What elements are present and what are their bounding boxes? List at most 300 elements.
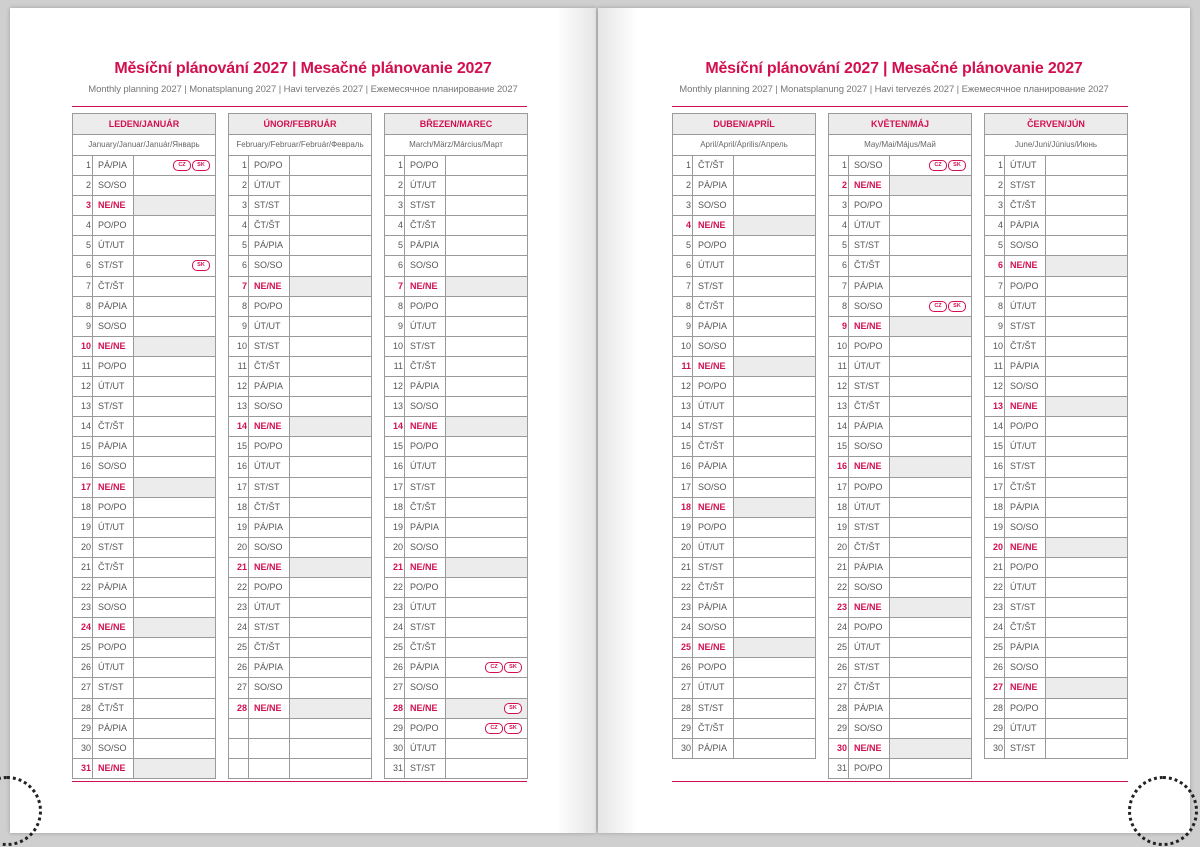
- note-cell[interactable]: [734, 176, 815, 195]
- note-cell[interactable]: [134, 618, 215, 637]
- note-cell[interactable]: [446, 518, 527, 537]
- weekday-label: NE/NE: [93, 618, 134, 637]
- note-cell[interactable]: [290, 216, 371, 235]
- weekday-label: NE/NE: [1005, 397, 1046, 416]
- note-cell[interactable]: [890, 739, 971, 758]
- note-cell[interactable]: [134, 538, 215, 557]
- note-cell[interactable]: [1046, 478, 1127, 497]
- note-cell[interactable]: [446, 498, 527, 517]
- note-cell[interactable]: [1046, 739, 1127, 758]
- note-cell[interactable]: [890, 719, 971, 738]
- day-row: [673, 558, 815, 578]
- weekday-label: ST/ST: [93, 397, 134, 416]
- note-cell[interactable]: [446, 437, 527, 456]
- note-cell[interactable]: [134, 578, 215, 597]
- day-row: [829, 699, 971, 719]
- note-cell[interactable]: [134, 317, 215, 336]
- note-cell[interactable]: [446, 236, 527, 255]
- weekday-label: SO/SO: [1005, 658, 1046, 677]
- note-cell[interactable]: [290, 518, 371, 537]
- note-cell[interactable]: [134, 216, 215, 235]
- note-cell[interactable]: [734, 538, 815, 557]
- note-cell[interactable]: [134, 638, 215, 657]
- day-row: [985, 618, 1127, 638]
- day-row: [73, 377, 215, 397]
- note-cell[interactable]: [1046, 658, 1127, 677]
- note-cell[interactable]: [890, 478, 971, 497]
- weekday-label: SO/SO: [93, 598, 134, 617]
- day-number: 16: [829, 457, 849, 476]
- weekday-label: ČT/ŠT: [849, 678, 890, 697]
- note-cell[interactable]: [446, 457, 527, 476]
- weekday-label: PO/PO: [93, 357, 134, 376]
- note-cell[interactable]: [134, 236, 215, 255]
- weekday-label: SO/SO: [849, 437, 890, 456]
- day-row: [229, 618, 371, 638]
- day-row: [73, 297, 215, 317]
- note-cell[interactable]: [890, 196, 971, 215]
- month-table-february: [228, 113, 372, 779]
- note-cell[interactable]: [734, 578, 815, 597]
- note-cell[interactable]: [890, 558, 971, 577]
- note-cell[interactable]: [1046, 297, 1127, 316]
- note-cell[interactable]: [134, 759, 215, 778]
- note-cell[interactable]: [290, 498, 371, 517]
- day-number: 2: [985, 176, 1005, 195]
- weekday-label: ČT/ŠT: [1005, 478, 1046, 497]
- day-row: [73, 397, 215, 417]
- note-cell[interactable]: [890, 256, 971, 275]
- note-cell[interactable]: [446, 598, 527, 617]
- day-number: 14: [229, 417, 249, 436]
- note-cell[interactable]: [446, 658, 527, 677]
- day-number: 27: [385, 678, 405, 697]
- note-cell[interactable]: [1046, 719, 1127, 738]
- note-cell[interactable]: [290, 478, 371, 497]
- note-cell[interactable]: [890, 759, 971, 778]
- note-cell[interactable]: [734, 297, 815, 316]
- day-row: [73, 678, 215, 698]
- note-cell[interactable]: [734, 457, 815, 476]
- note-cell[interactable]: [734, 739, 815, 758]
- day-number: 20: [673, 538, 693, 557]
- day-number: 14: [673, 417, 693, 436]
- day-row: [73, 658, 215, 678]
- note-cell[interactable]: [734, 216, 815, 235]
- note-cell[interactable]: [1046, 277, 1127, 296]
- note-cell[interactable]: [134, 377, 215, 396]
- note-cell[interactable]: [890, 297, 971, 316]
- day-number: 7: [73, 277, 93, 296]
- day-number: 12: [985, 377, 1005, 396]
- note-cell[interactable]: [446, 277, 527, 296]
- weekday-label: PÁ/PIA: [693, 598, 734, 617]
- weekday-label: ČT/ŠT: [693, 297, 734, 316]
- note-cell[interactable]: [890, 538, 971, 557]
- note-cell[interactable]: [734, 719, 815, 738]
- day-row: [73, 598, 215, 618]
- note-cell[interactable]: [446, 699, 527, 718]
- note-cell[interactable]: [290, 598, 371, 617]
- note-cell[interactable]: [890, 417, 971, 436]
- weekday-label: ČT/ŠT: [1005, 196, 1046, 215]
- note-cell[interactable]: [734, 478, 815, 497]
- month-name: DUBEN/APRÍL: [673, 114, 815, 135]
- day-row: [385, 638, 527, 658]
- note-cell[interactable]: [134, 277, 215, 296]
- note-cell[interactable]: [446, 156, 527, 175]
- day-row: [985, 678, 1127, 698]
- day-number: 16: [673, 457, 693, 476]
- note-cell[interactable]: [734, 236, 815, 255]
- day-row: [385, 739, 527, 759]
- day-number: 20: [73, 538, 93, 557]
- day-number: 9: [73, 317, 93, 336]
- note-cell[interactable]: [1046, 618, 1127, 637]
- note-cell[interactable]: [290, 658, 371, 677]
- note-cell[interactable]: [1046, 437, 1127, 456]
- note-cell[interactable]: [290, 719, 371, 738]
- note-cell[interactable]: [446, 719, 527, 738]
- day-row: [829, 317, 971, 337]
- note-cell[interactable]: [446, 337, 527, 356]
- note-cell[interactable]: [134, 658, 215, 677]
- note-cell[interactable]: [734, 337, 815, 356]
- note-cell[interactable]: [134, 417, 215, 436]
- note-cell[interactable]: [890, 598, 971, 617]
- note-cell[interactable]: [734, 618, 815, 637]
- note-cell[interactable]: [446, 256, 527, 275]
- note-cell[interactable]: [1046, 678, 1127, 697]
- note-cell[interactable]: [734, 417, 815, 436]
- day-number: 28: [73, 699, 93, 718]
- note-cell[interactable]: [890, 317, 971, 336]
- note-cell[interactable]: [1046, 196, 1127, 215]
- note-cell[interactable]: [734, 518, 815, 537]
- note-cell[interactable]: [290, 377, 371, 396]
- note-cell[interactable]: [290, 618, 371, 637]
- note-cell[interactable]: [134, 337, 215, 356]
- day-number: 27: [229, 678, 249, 697]
- note-cell[interactable]: [890, 236, 971, 255]
- note-cell[interactable]: [734, 498, 815, 517]
- note-cell[interactable]: [134, 357, 215, 376]
- note-cell[interactable]: [134, 437, 215, 456]
- day-row: [385, 297, 527, 317]
- weekday-label: NE/NE: [693, 357, 734, 376]
- note-cell[interactable]: [890, 518, 971, 537]
- note-cell[interactable]: [734, 397, 815, 416]
- note-cell[interactable]: [1046, 538, 1127, 557]
- note-cell[interactable]: [134, 678, 215, 697]
- note-cell[interactable]: [134, 397, 215, 416]
- day-number: 3: [673, 196, 693, 215]
- note-cell[interactable]: [890, 437, 971, 456]
- weekday-label: ST/ST: [249, 478, 290, 497]
- day-number: 6: [73, 256, 93, 275]
- day-row: [673, 699, 815, 719]
- note-cell[interactable]: [290, 277, 371, 296]
- note-cell[interactable]: [890, 618, 971, 637]
- note-cell[interactable]: [734, 357, 815, 376]
- note-cell[interactable]: [134, 196, 215, 215]
- note-cell[interactable]: [734, 256, 815, 275]
- note-cell[interactable]: [890, 457, 971, 476]
- day-row: [673, 598, 815, 618]
- note-cell[interactable]: [446, 759, 527, 778]
- day-number: 2: [229, 176, 249, 195]
- day-row: [73, 337, 215, 357]
- weekday-label: NE/NE: [849, 598, 890, 617]
- day-number: 12: [829, 377, 849, 396]
- note-cell[interactable]: [446, 578, 527, 597]
- holiday-badge-sk: SK: [948, 301, 966, 312]
- day-row: [673, 719, 815, 739]
- note-cell[interactable]: [290, 236, 371, 255]
- day-number: 23: [829, 598, 849, 617]
- note-cell[interactable]: [890, 699, 971, 718]
- day-number: 13: [829, 397, 849, 416]
- note-cell[interactable]: [290, 739, 371, 758]
- day-row: [229, 156, 371, 176]
- day-row: [229, 678, 371, 698]
- weekday-label: PO/PO: [849, 337, 890, 356]
- day-row: [829, 176, 971, 196]
- note-cell[interactable]: [890, 156, 971, 175]
- day-row: [73, 256, 215, 276]
- note-cell[interactable]: [290, 317, 371, 336]
- weekday-label: PO/PO: [93, 216, 134, 235]
- note-cell[interactable]: [446, 417, 527, 436]
- weekday-label: NE/NE: [849, 457, 890, 476]
- note-cell[interactable]: [134, 297, 215, 316]
- weekday-label: SO/SO: [1005, 377, 1046, 396]
- note-cell[interactable]: [1046, 498, 1127, 517]
- note-cell[interactable]: [1046, 598, 1127, 617]
- note-cell[interactable]: [446, 216, 527, 235]
- note-cell[interactable]: [290, 638, 371, 657]
- note-cell[interactable]: [734, 678, 815, 697]
- note-cell[interactable]: [290, 558, 371, 577]
- day-number: 21: [829, 558, 849, 577]
- day-number: 23: [229, 598, 249, 617]
- day-number: 4: [985, 216, 1005, 235]
- day-row: [829, 759, 971, 779]
- note-cell[interactable]: [734, 377, 815, 396]
- day-number: 12: [229, 377, 249, 396]
- note-cell[interactable]: [134, 156, 215, 175]
- note-cell[interactable]: [890, 277, 971, 296]
- day-row: [673, 518, 815, 538]
- right-page: [598, 8, 1190, 833]
- note-cell[interactable]: [890, 377, 971, 396]
- day-number: 28: [985, 699, 1005, 718]
- note-cell[interactable]: [134, 256, 215, 275]
- weekday-label: ST/ST: [849, 658, 890, 677]
- note-cell[interactable]: [446, 176, 527, 195]
- note-cell[interactable]: [290, 357, 371, 376]
- weekday-label: PO/PO: [693, 658, 734, 677]
- note-cell[interactable]: [1046, 417, 1127, 436]
- note-cell[interactable]: [446, 678, 527, 697]
- weekday-label: PÁ/PIA: [1005, 216, 1046, 235]
- day-row: [985, 196, 1127, 216]
- note-cell[interactable]: [290, 417, 371, 436]
- note-cell[interactable]: [134, 498, 215, 517]
- weekday-label: ÚT/UT: [93, 236, 134, 255]
- weekday-label: ST/ST: [1005, 176, 1046, 195]
- note-cell[interactable]: [1046, 357, 1127, 376]
- weekday-label: SO/SO: [405, 256, 446, 275]
- note-cell[interactable]: [134, 457, 215, 476]
- note-cell[interactable]: [290, 156, 371, 175]
- note-cell[interactable]: [446, 196, 527, 215]
- note-cell[interactable]: [734, 156, 815, 175]
- holiday-badges: [485, 723, 522, 734]
- holiday-badge-sk: SK: [504, 723, 522, 734]
- note-cell[interactable]: [890, 498, 971, 517]
- day-row: [385, 678, 527, 698]
- note-cell[interactable]: [1046, 638, 1127, 657]
- note-cell[interactable]: [734, 437, 815, 456]
- note-cell[interactable]: [446, 397, 527, 416]
- weekday-label: PO/PO: [249, 156, 290, 175]
- day-row: [229, 759, 371, 779]
- note-cell[interactable]: [290, 397, 371, 416]
- day-number: 11: [229, 357, 249, 376]
- weekday-label: ST/ST: [693, 417, 734, 436]
- day-row: [985, 518, 1127, 538]
- weekday-label: ČT/ŠT: [1005, 337, 1046, 356]
- month-subtitle: April/April/Április/Апрель: [673, 135, 815, 156]
- note-cell[interactable]: [290, 759, 371, 778]
- day-number: 12: [73, 377, 93, 396]
- note-cell[interactable]: [134, 739, 215, 758]
- weekday-label: ST/ST: [1005, 317, 1046, 336]
- day-row: [229, 297, 371, 317]
- day-number: 22: [673, 578, 693, 597]
- note-cell[interactable]: [1046, 176, 1127, 195]
- note-cell[interactable]: [134, 176, 215, 195]
- note-cell[interactable]: [446, 618, 527, 637]
- note-cell[interactable]: [134, 518, 215, 537]
- note-cell[interactable]: [890, 216, 971, 235]
- note-cell[interactable]: [734, 277, 815, 296]
- note-cell[interactable]: [1046, 337, 1127, 356]
- note-cell[interactable]: [890, 357, 971, 376]
- note-cell[interactable]: [890, 658, 971, 677]
- day-number: 2: [673, 176, 693, 195]
- day-row: [229, 377, 371, 397]
- day-number: 25: [385, 638, 405, 657]
- note-cell[interactable]: [734, 196, 815, 215]
- note-cell[interactable]: [1046, 317, 1127, 336]
- note-cell[interactable]: [734, 658, 815, 677]
- note-cell[interactable]: [890, 337, 971, 356]
- note-cell[interactable]: [290, 256, 371, 275]
- note-cell[interactable]: [134, 598, 215, 617]
- day-number: 12: [673, 377, 693, 396]
- day-number: 25: [73, 638, 93, 657]
- day-number: 13: [385, 397, 405, 416]
- note-cell[interactable]: [1046, 518, 1127, 537]
- day-number: 21: [229, 558, 249, 577]
- note-cell[interactable]: [1046, 377, 1127, 396]
- note-cell[interactable]: [1046, 558, 1127, 577]
- note-cell[interactable]: [1046, 156, 1127, 175]
- note-cell[interactable]: [290, 699, 371, 718]
- note-cell[interactable]: [134, 558, 215, 577]
- note-cell[interactable]: [1046, 457, 1127, 476]
- note-cell[interactable]: [734, 638, 815, 657]
- note-cell[interactable]: [890, 176, 971, 195]
- day-number: 3: [229, 196, 249, 215]
- note-cell[interactable]: [290, 578, 371, 597]
- note-cell[interactable]: [1046, 216, 1127, 235]
- day-number: [229, 759, 249, 778]
- note-cell[interactable]: [1046, 578, 1127, 597]
- note-cell[interactable]: [134, 478, 215, 497]
- note-cell[interactable]: [134, 719, 215, 738]
- note-cell[interactable]: [446, 297, 527, 316]
- note-cell[interactable]: [1046, 699, 1127, 718]
- weekday-label: SO/SO: [693, 478, 734, 497]
- note-cell[interactable]: [446, 317, 527, 336]
- note-cell[interactable]: [134, 699, 215, 718]
- day-number: 24: [229, 618, 249, 637]
- note-cell[interactable]: [890, 397, 971, 416]
- note-cell[interactable]: [446, 538, 527, 557]
- note-cell[interactable]: [734, 699, 815, 718]
- note-cell[interactable]: [890, 578, 971, 597]
- note-cell[interactable]: [890, 678, 971, 697]
- note-cell[interactable]: [890, 638, 971, 657]
- note-cell[interactable]: [290, 176, 371, 195]
- note-cell[interactable]: [734, 598, 815, 617]
- day-number: 10: [229, 337, 249, 356]
- note-cell[interactable]: [446, 558, 527, 577]
- note-cell[interactable]: [290, 297, 371, 316]
- note-cell[interactable]: [290, 437, 371, 456]
- note-cell[interactable]: [290, 538, 371, 557]
- note-cell[interactable]: [446, 739, 527, 758]
- day-number: 16: [985, 457, 1005, 476]
- note-cell[interactable]: [446, 357, 527, 376]
- note-cell[interactable]: [734, 317, 815, 336]
- note-cell[interactable]: [290, 196, 371, 215]
- weekday-label: PÁ/PIA: [1005, 357, 1046, 376]
- day-row: [985, 377, 1127, 397]
- day-row: [229, 236, 371, 256]
- note-cell[interactable]: [290, 337, 371, 356]
- holiday-badges: [504, 703, 522, 714]
- note-cell[interactable]: [1046, 256, 1127, 275]
- note-cell[interactable]: [446, 377, 527, 396]
- day-number: 7: [385, 277, 405, 296]
- note-cell[interactable]: [1046, 397, 1127, 416]
- day-number: 19: [229, 518, 249, 537]
- day-number: 8: [985, 297, 1005, 316]
- day-number: 9: [673, 317, 693, 336]
- day-row: [73, 538, 215, 558]
- day-row: [829, 397, 971, 417]
- note-cell[interactable]: [290, 457, 371, 476]
- note-cell[interactable]: [734, 558, 815, 577]
- note-cell[interactable]: [446, 638, 527, 657]
- note-cell[interactable]: [1046, 236, 1127, 255]
- note-cell[interactable]: [290, 678, 371, 697]
- note-cell[interactable]: [446, 478, 527, 497]
